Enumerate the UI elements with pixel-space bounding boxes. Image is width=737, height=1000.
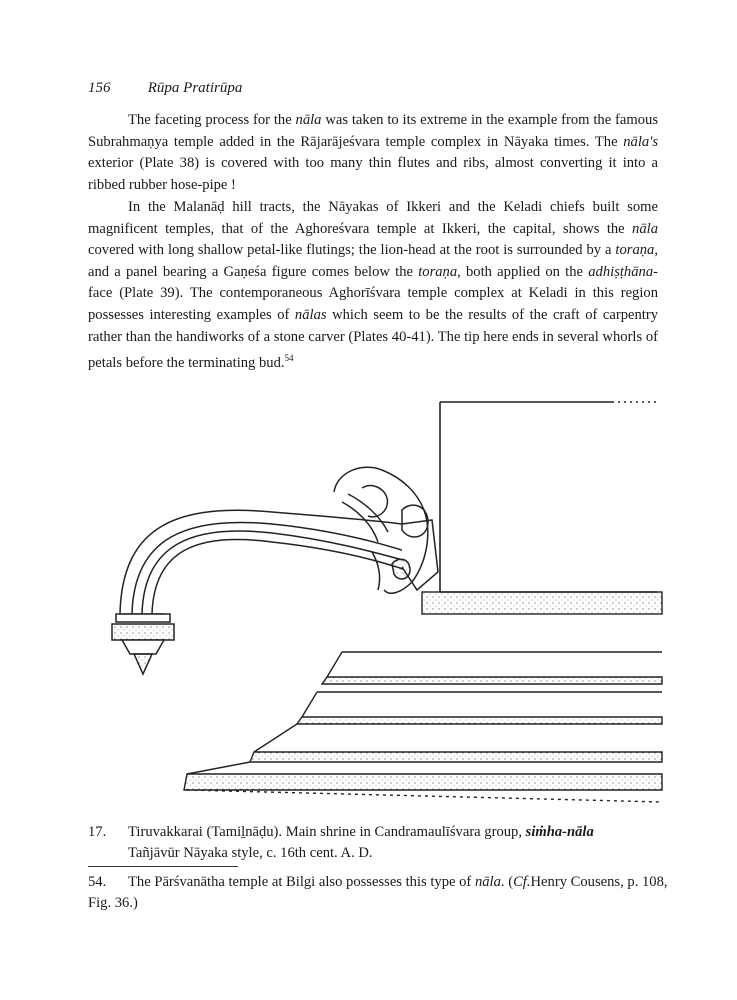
- figure-caption: [88, 822, 668, 864]
- footnote-rule: [88, 866, 238, 867]
- p2-term-torana-1: toraṇa: [615, 242, 655, 259]
- p2-term-adhisthana: adhiṣṭhāna: [588, 263, 654, 280]
- p2-text-a: In the Malanāḍ hill tracts, the Nāyakas of Ikkeri and the Keladi chiefs built some magnificent temples, that of the Aghoreśvara temple at Ikkeri, the capital, shows the: [88, 199, 658, 237]
- paragraph-2: [88, 197, 658, 375]
- p2-text-e: -face (Plate 39). The contemporaneous Aghorīśvara temple complex at Keladi in this region possesses interesting examples of: [88, 263, 658, 323]
- figure-simha-nala-drawing: [72, 392, 672, 812]
- p2-text-c: , and a panel bearing a Gaṇeśa figure comes below the: [88, 242, 658, 280]
- p2-text-d: , both applied on the: [457, 263, 589, 280]
- caption-number: 17.: [88, 824, 107, 840]
- p1-text-b: was taken to its extreme in the example from the famous Subrahmaṇya temple added in the Rājarājeśvara temple complex in Nāyaka times. The: [88, 112, 658, 150]
- paragraph-1: [88, 110, 658, 196]
- p2-term-torana-2: toraṇa: [418, 263, 458, 280]
- p1-text-a: The faceting process for the: [128, 112, 296, 128]
- plinth-steps: [184, 592, 662, 802]
- p2-term-nala: nāla: [632, 220, 658, 237]
- page-number: 156: [88, 80, 111, 96]
- running-header: [88, 80, 242, 97]
- caption-line-2: Tañjāvūr Nāyaka style, c. 16th cent. A. D.: [128, 845, 373, 861]
- p1-term-nalas: nāla's: [623, 133, 658, 150]
- footnote-cf: Cf.: [513, 874, 531, 890]
- p2-text-b: covered with long shallow petal-like flutings; the lion-head at the root is surrounded by a: [88, 242, 616, 259]
- footnote-text-b: . (: [500, 874, 514, 890]
- caption-term: siṁha-nāla: [525, 824, 594, 840]
- p1-text-c: exterior (Plate 38) is covered with too many thin flutes and ribs, almost converting it into a ribbed rubber hose-pipe !: [88, 155, 658, 193]
- footnote-term-nala: nāla: [474, 874, 501, 890]
- footnote-text-c: Henry Cousens, p. 108, Fig. 36.): [88, 874, 668, 911]
- footnote-number: 54.: [88, 874, 107, 890]
- caption-line-1: Tiruvakkarai (Tamiḻnāḍu). Main shrine in Candramaulīśvara group,: [128, 824, 526, 840]
- p2-text-f: which seem to be the results of the craft of carpentry rather than the handiworks of a stone carver (Plates 40-41). The tip here ends in several whorls of petals before the terminating bud.: [88, 306, 658, 372]
- footnote-reference: 54: [284, 353, 294, 364]
- running-title: Rūpa Pratirūpa: [147, 80, 243, 96]
- nala-spout: [112, 510, 438, 674]
- footnote-text-a: The Pārśvanātha temple at Bilgi also possesses this type of: [128, 874, 475, 890]
- p2-term-nalas: nālas: [294, 306, 327, 323]
- wall-block: [440, 402, 657, 592]
- footnote: [88, 872, 668, 914]
- p1-term-nala: nāla: [295, 112, 322, 128]
